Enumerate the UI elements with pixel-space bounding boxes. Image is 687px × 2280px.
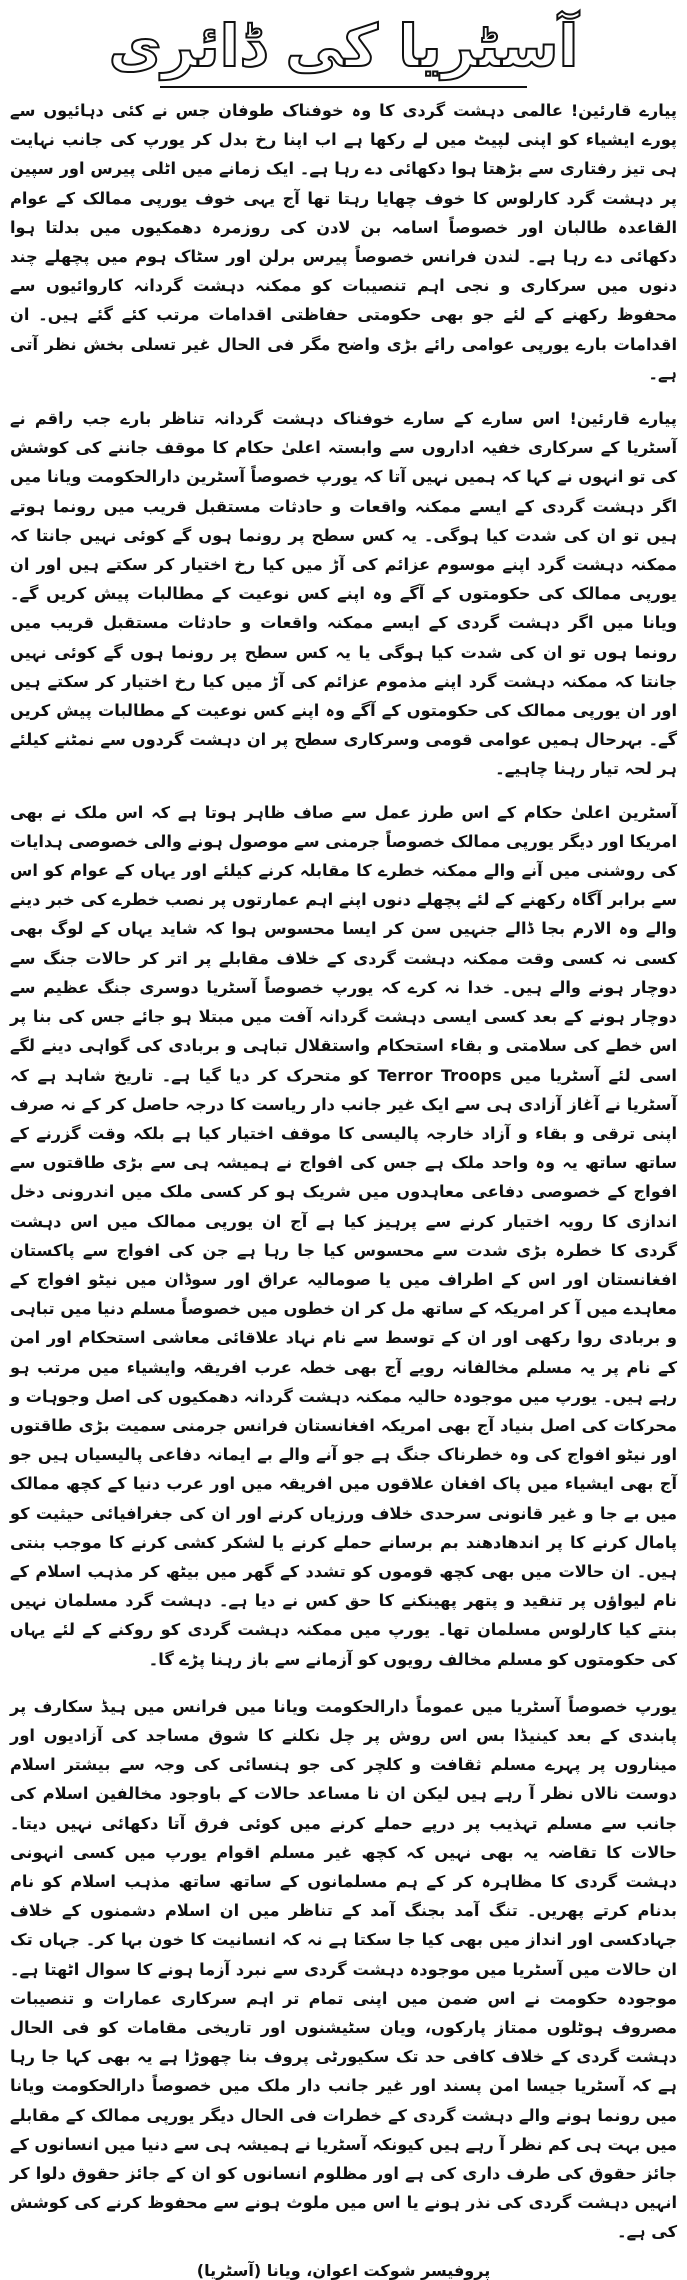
author-byline: پروفیسر شوکت اعوان، ویانا (آسٹریا) <box>196 2260 491 2280</box>
paragraph-1: پیارے قارئین! عالمی دہشت گردی کا وہ خوفناک طوفان جس نے کئی دہائیوں سے پورے ایشیاء کو اپنی لپیٹ میں لے رکھا ہے اب اپنا رخ بدل کر یورپ کی جانب نہایت ہی تیز رفتاری سے بڑھتا ہوا دکھائی دے رہا ہے۔ ایک زمانے میں اٹلی پیرس اور سپین پر دہشت گرد کارلوس کا خوف چھایا رہتا تھا آج یہی خوف یورپی ممالک کے عوام القاعدہ طالبان اور خصوصاً اسامہ بن لادن کی روزمرہ دھمکیوں میں بدلتا ہوا دکھائی دے رہا ہے۔ لندن فرانس خصوصاً پیرس برلن اور سٹاک ہوم میں پچھلے چند دنوں میں سرکاری و نجی اہم تنصیبات کو ممکنہ دہشت گردانہ کاروائیوں سے محفوظ رکھنے کے لئے جو بھی حکومتی حفاظتی اقدامات مرتب کئے گئے ہیں۔ ان اقدامات بارے یورپی عوامی رائے بڑی واضح مگر فی الحال غیر تسلی بخش نظر آتی ہے۔ <box>10 101 677 383</box>
column-header <box>10 6 677 94</box>
article-body <box>10 96 677 2247</box>
paragraph-2: پیارے قارئین! اس سارے کے سارے خوفناک دہشت گردانہ تناظر بارے جب راقم نے آسٹریا کے سرکاری خفیہ اداروں سے وابستہ اعلیٰ حکام کا موقف جاننے کی کوشش کی تو انہوں نے کہا کہ ہمیں نہیں آتا کہ یورپ خصوصاً آسٹرین دارالحکومت ویانا میں اگر دہشت گردی کے ایسے ممکنہ واقعات و حادثات مستقبل قریب میں رونما ہوتے ہیں تو ان کی شدت کیا ہوگی۔ یہ کس سطح پر رونما ہوں گے کوئی نہیں جانتا کہ ممکنہ دہشت گرد اپنے موسوم عزائم کی آڑ میں کیا رخ اختیار کر سکتے ہیں اور ان یورپی ممالک کی حکومتوں کے آگے وہ اپنے کس نوعیت کے مطالبات پیش کریں گے۔ ویانا میں اگر دہشت گردی کے ایسے ممکنہ واقعات و حادثات مستقبل قریب میں رونما ہوں تو ان کی شدت کیا ہوگی یا یہ کس سطح پر رونما ہوں گے کوئی نہیں جانتا کہ ممکنہ دہشت گرد اپنے مذموم عزائم کی آڑ میں کیا رخ اختیار کر سکتے ہیں اور ان یورپی ممالک کی حکومتوں کے آگے وہ اپنے کس نوعیت کے مطالبات پیش کریں گے۔ بہرحال ہمیں عوامی قومی وسرکاری سطح پر ان دہشت گردوں سے نمٹنے کیلئے ہر لحہ تیار رہنا چاہیے۔ <box>10 409 677 779</box>
paragraph-4: یورپ خصوصاً آسٹریا میں عموماً دارالحکومت ویانا میں فرانس میں ہیڈ سکارف پر پابندی کے بعد کینیڈا بس اس روش پر چل نکلنے کا شوق مساجد کی آزادیوں اور میناروں پر پہرے مسلم ثقافت و کلچر کی جو ہنسائی کی وجہ سے بیشتر اسلام دوست نالاں نظر آ رہے ہیں لیکن ان نا مساعد حالات کے باوجود مخالفین اسلام کی جانب سے مسلم تہذیب پر درپے حملے کرنے میں کوئی فرق آتا دکھائی نہیں دیتا۔ حالات کا تقاضہ یہ بھی نہیں کہ کچھ غیر مسلم اقوام یورپ میں کسی انہونی دہشت گردی کا مظاہرہ کر کے ہم مسلمانوں کے ساتھ ساتھ مذہب اسلام کو نام بدنام کرتے پھریں۔ تنگ آمد بجنگ آمد کے تناظر میں ان اسلام دشمنوں کے خلاف جہادکسی اور انداز میں بھی کیا جا سکتا ہے نہ کہ انسانیت کا خون بہا کر۔ جہاں تک ان حالات میں آسٹریا میں موجودہ دہشت گردی سے نبرد آزما ہونے کا سوال اٹھتا ہے۔ موجودہ حکومت نے اس ضمن میں اپنی تمام تر اہم سرکاری عمارات و تنصیبات مصروف ہوٹلوں ممتاز پارکوں، ویان سٹیشنوں اور تاریخی مقامات کو فی الحال دہشت گردی کے خلاف کافی حد تک سکیورٹی پروف بنا چھوڑا ہے یہ بھی کہا جا رہا ہے کہ آسٹریا جیسا امن پسند اور غیر جانب دار ملک میں خصوصاً دارالحکومت ویانا میں رونما ہونے والے دہشت گردی کے خطرات فی الحال دیگر یورپی ممالک کے مقابلے میں بہت ہی کم نظر آ رہے ہیں کیونکہ آسٹریا نے ہمیشہ ہی سے دنیا میں انسانوں کے جائز حقوق کی طرف داری کی ہے اور مظلوم انسانوں کو ان کے جائز حقوق دلوا کر انہیں دہشت گردی کی نذر ہونے یا اس میں ملوث ہونے سے محفوظ کرنے کی کوشش کی ہے۔ <box>10 1696 677 2242</box>
paragraph-3: آسٹرین اعلیٰ حکام کے اس طرز عمل سے صاف ظاہر ہوتا ہے کہ اس ملک نے بھی امریکا اور دیگر یورپی ممالک خصوصاً جرمنی سے موصول ہونے والی خصوصی ہدایات کی روشنی میں آنے والے ممکنہ خطرے کا مقابلہ کرنے کیلئے اور یہاں کے عوام کو اس سے برابر آگاہ رکھنے کے لئے پچھلے دنوں اپنے اہم عمارتوں پر نصب خطرے کی خبر دینے والے وہ الارم بجا ڈالے جنہیں سن کر ایسا محسوس ہوا کہ شاید یہاں کے لوگ بھی کسی نہ کسی وقت ممکنہ دہشت گردی کے خلاف مقابلے پر اتر کر حالات جنگ سے دوچار ہونے والے ہیں۔ خدا نہ کرے کہ یورپ خصوصاً آسٹریا دوسری جنگ عظیم سے دوچار ہونے کے بعد کسی ایسی دہشت گردانہ آفت میں مبتلا ہو جائے جس کی بنا پر اس خطے کی سلامتی و بقاء استحکام واستقلال تباہی و بربادی کی گواہی دینے لگے اسی لئے آسٹریا میں Terror Troops کو متحرک کر دیا گیا ہے۔ تاریخ شاہد ہے کہ آسٹریا نے آغاز آزادی ہی سے ایک غیر جانب دار ریاست کا درجہ حاصل کر کے نہ صرف اپنی ترقی و بقاء و آزاد خارجہ پالیسی کا موقف اختیار کیا ہے بلکہ وقت گزرنے کے ساتھ ساتھ یہ وہ واحد ملک ہے جس کی افواج نے ہمیشہ ہی سے بڑی طاقتوں سے افواج کے خصوصی دفاعی معاہدوں میں شریک ہو کر کسی ملک میں اندرونی دخل اندازی کا رویہ اختیار کرنے سے پرہیز کیا ہے آج ان یورپی ممالک میں اس دہشت گردی کا خطرہ بڑی شدت سے محسوس کیا جا رہا ہے جن کی افواج سے پاکستان افغانستان اور اس کے اطراف میں یا صومالیہ عراق اور سوڈان میں نیٹو افواج کے معاہدے میں آ کر امریکہ کے ساتھ مل کر ان خطوں میں خصوصاً مسلم دنیا میں تباہی و بربادی روا رکھی اور ان کے توسط سے نام نہاد علاقائی معاشی استحکام اور امن کے نام پر یہ مسلم مخالفانہ رویے آج بھی خطہ عرب افریقہ وایشیاء میں مرتب ہو رہے ہیں۔ یورپ میں موجودہ حالیہ ممکنہ دہشت گردانہ دھمکیوں کی اصل وجوہات و محرکات کی اصل بنیاد آج بھی امریکہ افغانستان فرانس جرمنی سمیت بڑی طاقتوں اور نیٹو افواج کی وہ خطرناک جنگ ہے جو آنے والے بے ایمانہ دفاعی پالیسیاں ہیں جو آج بھی ایشیاء میں پاک افغان علاقوں میں افریقہ میں اور عرب دنیا کے کچھ ممالک میں بے جا و غیر قانونی سرحدی خلاف ورزیاں کرنے اور ان کی جغرافیائی حیثیت کو پامال کرنے کا پر اندھادھند بم برسانے حملے کرنے یا لشکر کشی کرنے کا موجب بنتی ہیں۔ ان حالات میں بھی کچھ قوموں کو تشدد کے گھر میں بیٹھ کر مذہب اسلام کے نام لیواؤں پر تنقید و پتھر پھینکنے کا حق کس نے دیا ہے۔ دہشت گرد مسلمان نہیں بنتے کیا کارلوس مسلمان تھا۔ یورپ میں ممکنہ دہشت گردی کو روکنے کے لئے یہاں کی حکومتوں کو مسلم مخالف رویوں کو آزمانے سے باز رہنا پڑے گا۔ <box>10 802 677 1669</box>
title-underline <box>160 86 527 88</box>
column-title: آسٹریا کی ڈائری <box>108 12 579 80</box>
